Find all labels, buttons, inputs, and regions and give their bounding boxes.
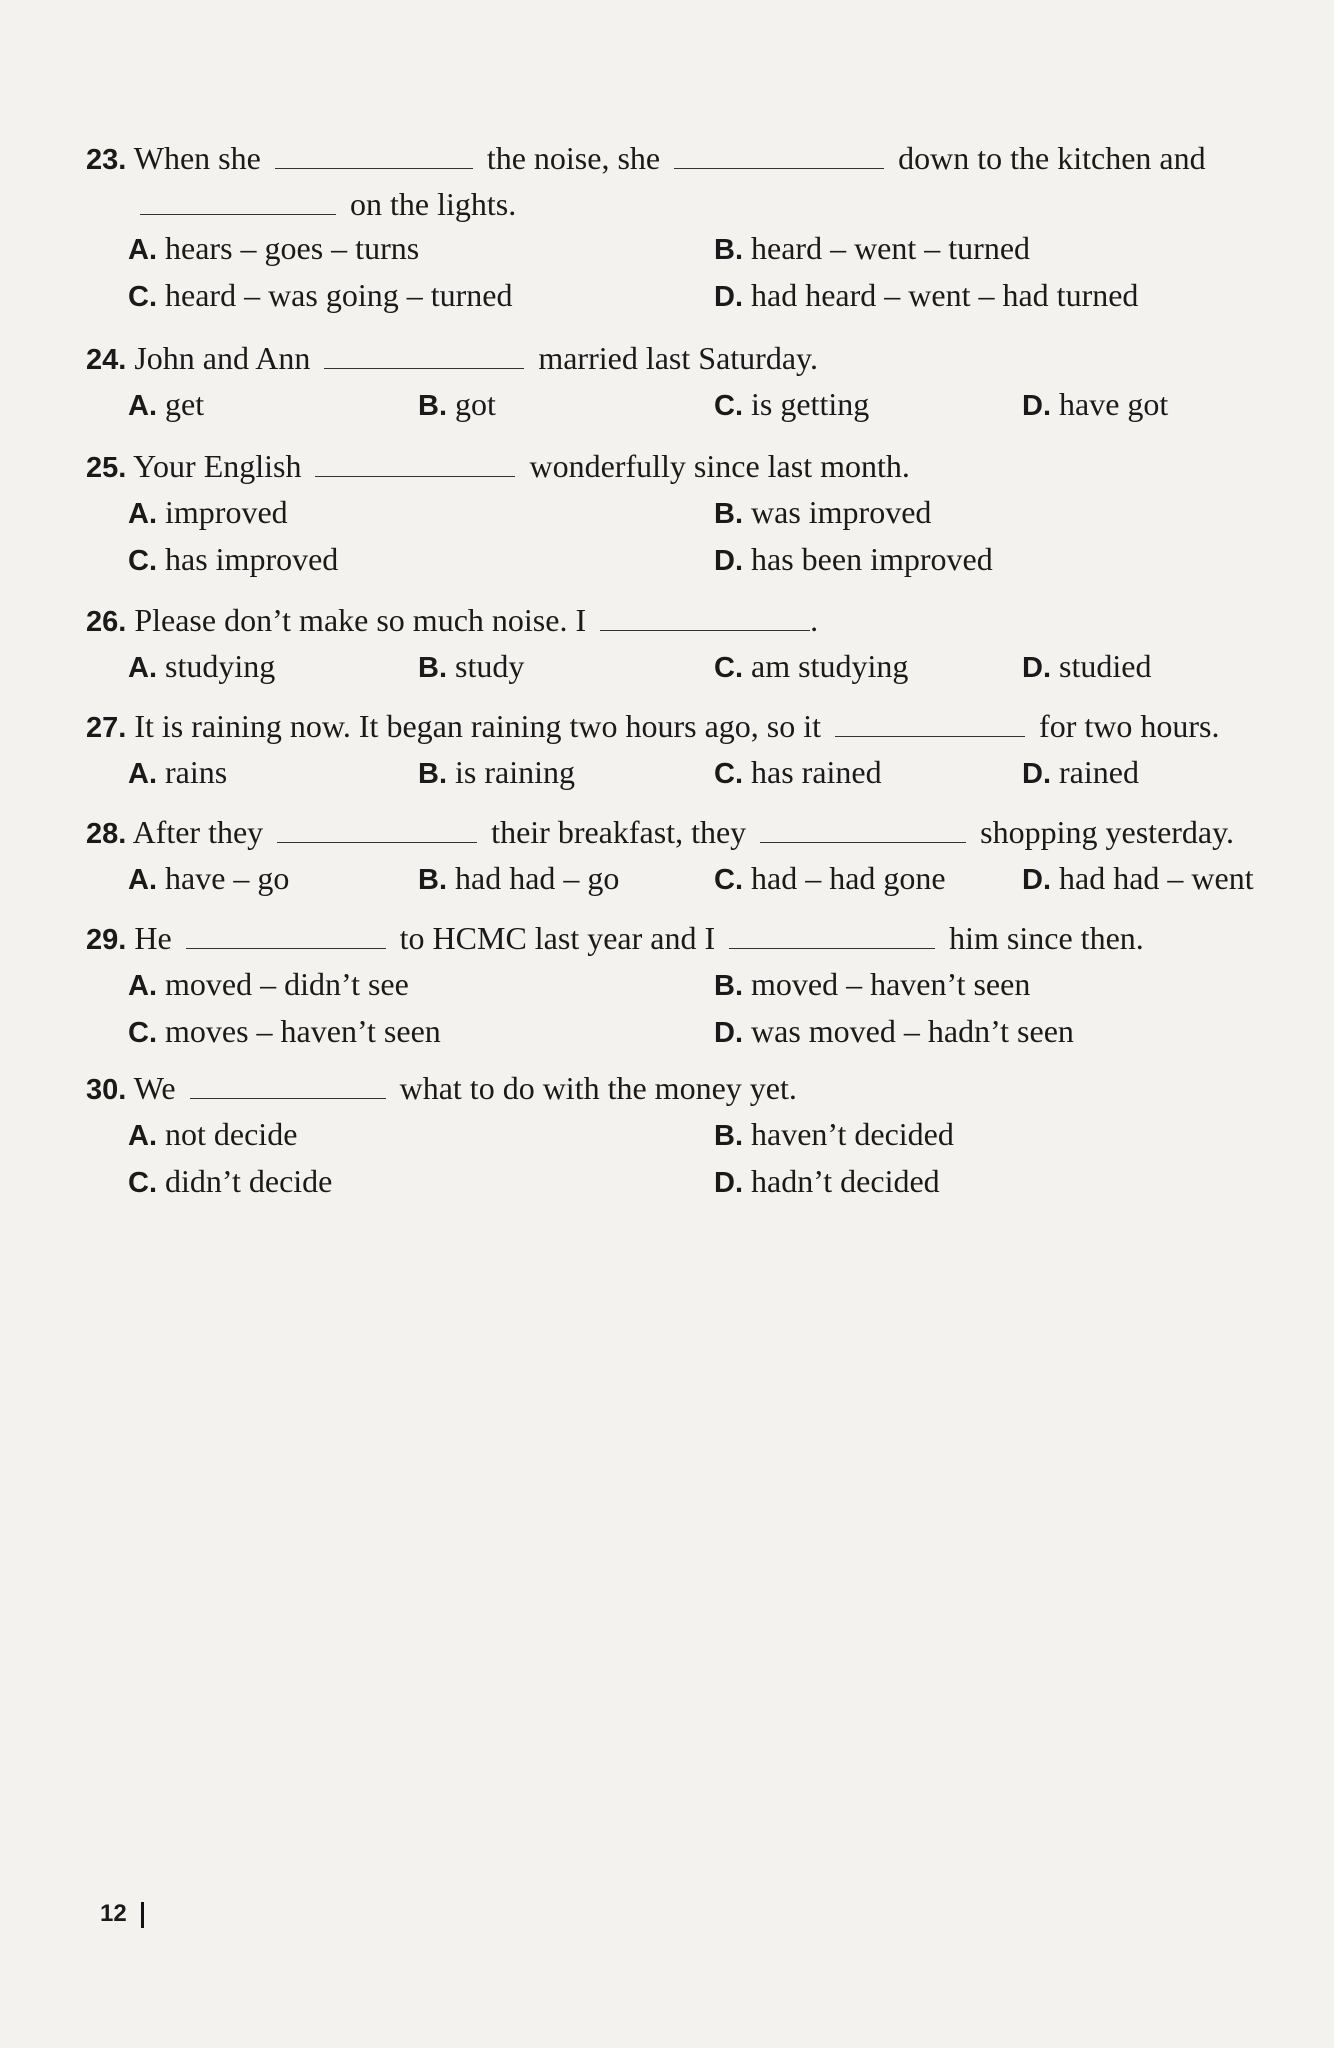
option-a[interactable]: A. improved [128,494,288,530]
options-row [86,382,1296,429]
answer-blank [835,706,1025,737]
question-text: Your English [133,448,302,484]
question-25 [86,444,1296,584]
option-c[interactable]: C. has improved [128,541,339,577]
options-row [86,750,1296,797]
option-d[interactable]: D. rained [1022,754,1139,790]
option-b[interactable]: B. heard – went – turned [714,230,1031,266]
question-text: wonderfully since last month. [529,448,910,484]
question-number: 25. [86,452,127,484]
option-b[interactable]: B. had had – go [418,860,620,896]
question-text: for two hours. [1039,708,1220,744]
option-d[interactable]: D. has been improved [714,541,993,577]
question-text: Please don’t make so much noise. I [134,602,587,638]
option-b[interactable]: B. is raining [418,754,575,790]
question-text: down to the kitchen and [898,140,1206,176]
options-row [86,644,1296,691]
option-c[interactable]: C. has rained [714,754,882,790]
option-a[interactable]: A. have – go [128,860,290,896]
question-text: He [134,920,172,956]
answer-blank [674,138,884,169]
answer-blank [760,812,966,843]
question-number: 30. [86,1074,127,1106]
question-28 [86,810,1296,903]
option-b[interactable]: B. study [418,648,525,684]
option-d[interactable]: D. studied [1022,648,1152,684]
option-a[interactable]: A. moved – didn’t see [128,966,409,1002]
question-text: the noise, she [486,140,661,176]
options-row [86,273,1296,320]
question-26 [86,598,1296,691]
option-d[interactable]: D. hadn’t decided [714,1163,940,1199]
footer-divider [141,1902,144,1928]
answer-blank [729,918,935,949]
options-row [86,962,1296,1009]
answer-blank [140,184,336,215]
options-row [86,490,1296,537]
question-text: shopping yesterday. [980,814,1235,850]
options-row [86,537,1296,584]
question-text: married last Saturday. [538,340,818,376]
answer-blank [190,1068,386,1099]
page-number: 12 [100,1900,127,1927]
question-text: on the lights. [350,186,517,222]
question-number: 28. [86,818,127,850]
option-d[interactable]: D. was moved – hadn’t seen [714,1013,1074,1049]
answer-blank [600,600,810,631]
option-c[interactable]: C. heard – was going – turned [128,277,513,313]
option-d[interactable]: D. have got [1022,386,1169,422]
question-text: what to do with the money yet. [399,1070,797,1106]
answer-blank [324,338,524,369]
option-b[interactable]: B. was improved [714,494,932,530]
question-24 [86,336,1296,429]
question-23 [86,136,1296,320]
options-row [86,856,1296,903]
option-d[interactable]: D. had heard – went – had turned [714,277,1139,313]
answer-blank [186,918,386,949]
question-number: 29. [86,924,127,956]
question-text: It is raining now. It began raining two hours ago, so it [134,708,822,744]
answer-blank [275,138,473,169]
question-number: 26. [86,606,127,638]
option-c[interactable]: C. is getting [714,386,870,422]
option-a[interactable]: A. rains [128,754,228,790]
question-30 [86,1066,1296,1206]
options-row [86,1009,1296,1056]
question-text: to HCMC last year and I [399,920,716,956]
question-text: When she [133,140,261,176]
option-b[interactable]: B. haven’t decided [714,1116,954,1152]
question-number: 27. [86,712,127,744]
option-c[interactable]: C. moves – haven’t seen [128,1013,441,1049]
question-text: their breakfast, they [491,814,747,850]
options-row [86,1159,1296,1206]
option-c[interactable]: C. didn’t decide [128,1163,333,1199]
question-27 [86,704,1296,797]
options-row [86,1112,1296,1159]
answer-blank [277,812,477,843]
option-b[interactable]: B. got [418,386,496,422]
question-text: After they [132,814,264,850]
question-text: . [810,602,819,638]
answer-blank [315,446,515,477]
option-a[interactable]: A. hears – goes – turns [128,230,420,266]
question-text: John and Ann [134,340,311,376]
options-row [86,226,1296,273]
page-footer [100,1900,144,1928]
question-number: 24. [86,344,127,376]
option-a[interactable]: A. get [128,386,205,422]
question-29 [86,916,1296,1056]
option-d[interactable]: D. had had – went [1022,860,1254,896]
question-text: We [133,1070,176,1106]
option-c[interactable]: C. am studying [714,648,909,684]
question-text: him since then. [949,920,1144,956]
option-b[interactable]: B. moved – haven’t seen [714,966,1031,1002]
option-a[interactable]: A. studying [128,648,276,684]
question-number: 23. [86,144,127,176]
option-c[interactable]: C. had – had gone [714,860,946,896]
option-a[interactable]: A. not decide [128,1116,298,1152]
